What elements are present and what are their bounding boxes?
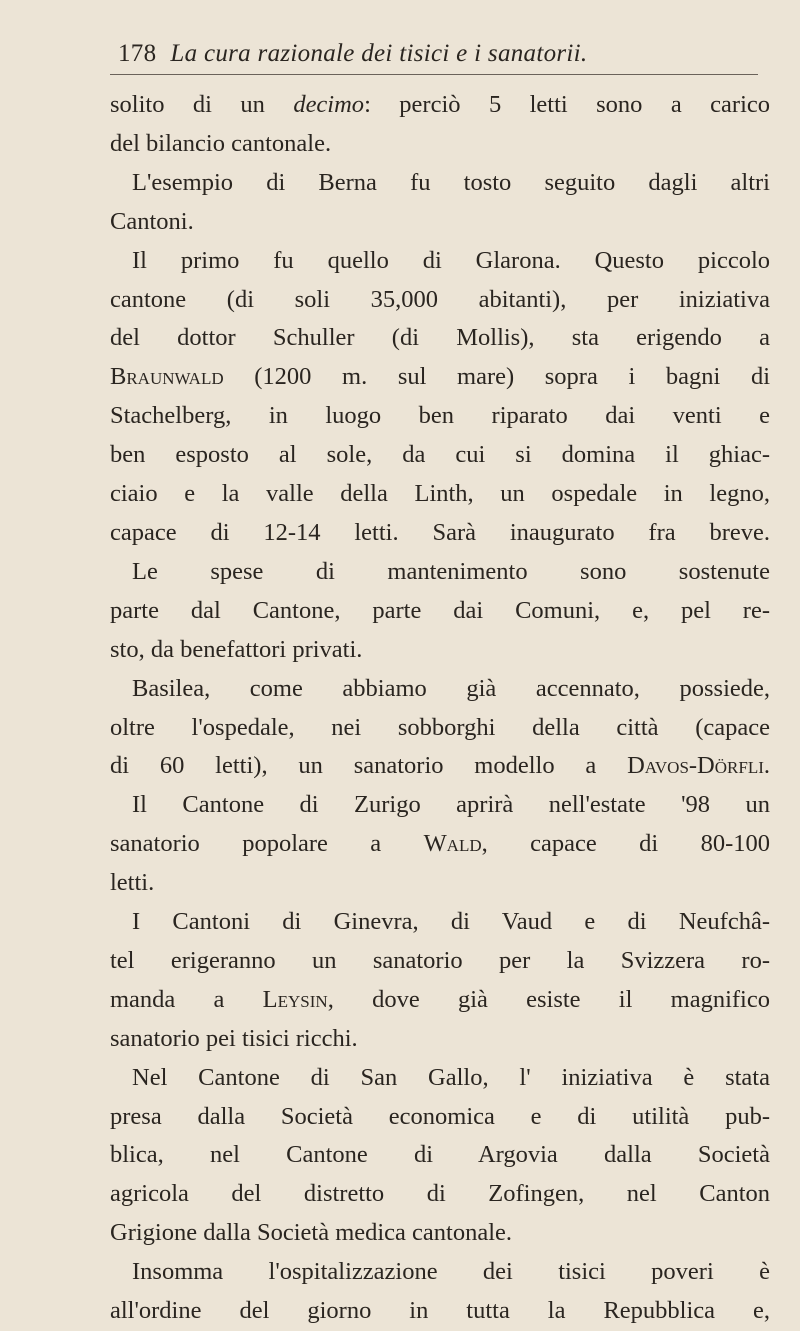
text-line bbox=[110, 903, 770, 942]
text-line bbox=[110, 1292, 770, 1331]
running-title: La cura razionale dei tisici e i sanatorii. bbox=[170, 40, 588, 67]
text-line bbox=[110, 1214, 770, 1253]
text-segment: ben esposto al sole, da cui si domina il ghiac- bbox=[110, 441, 770, 469]
text-segment: sto, da benefattori privati. bbox=[110, 635, 363, 663]
text-line bbox=[110, 592, 770, 631]
text-segment: . bbox=[763, 752, 770, 780]
text-segment: L'esempio di Berna fu tosto seguito dagli altri bbox=[132, 168, 770, 196]
page-body-text bbox=[110, 86, 770, 1331]
text-line bbox=[110, 786, 770, 825]
text-line bbox=[110, 942, 770, 981]
text-segment: oltre l'ospedale, nei sobborghi della città (capace bbox=[110, 713, 770, 741]
text-segment: presa dalla Società economica e di utilità pub- bbox=[110, 1102, 770, 1130]
header-rule bbox=[110, 74, 758, 75]
text-segment: , capace di 80-100 bbox=[481, 830, 770, 858]
text-line bbox=[110, 203, 770, 242]
text-line bbox=[110, 475, 770, 514]
text-line bbox=[110, 319, 770, 358]
text-line bbox=[110, 825, 770, 864]
text-segment: sanatorio popolare a bbox=[110, 830, 424, 858]
text-segment: letti. bbox=[110, 869, 155, 897]
page-number: 178 bbox=[118, 40, 157, 67]
text-segment: del dottor Schuller (di Mollis), sta erigendo a bbox=[110, 324, 770, 352]
text-segment: agricola del distretto di Zofingen, nel Canton bbox=[110, 1180, 770, 1208]
text-line bbox=[110, 86, 770, 125]
text-line bbox=[110, 1253, 770, 1292]
text-segment: Il Cantone di Zurigo aprirà nell'estate '98 un bbox=[132, 791, 770, 819]
text-segment: Nel Cantone di San Gallo, l' iniziativa è stata bbox=[132, 1063, 770, 1091]
text-segment: cantone (di soli 35,000 abitanti), per iniziativa bbox=[110, 285, 770, 313]
small-caps-place-name: Leysin bbox=[262, 985, 328, 1013]
text-segment: ciaio e la valle della Linth, un ospedale in legno, bbox=[110, 480, 770, 508]
text-line bbox=[110, 397, 770, 436]
text-segment: Le spese di mantenimento sono sostenute bbox=[132, 557, 770, 585]
text-segment: Grigione dalla Società medica cantonale. bbox=[110, 1219, 513, 1247]
text-segment: sanatorio pei tisici ricchi. bbox=[110, 1024, 358, 1052]
text-line bbox=[110, 864, 770, 903]
text-segment: (1200 m. sul mare) sopra i bagni di bbox=[223, 363, 770, 391]
text-segment: parte dal Cantone, parte dai Comuni, e, pel re- bbox=[110, 596, 770, 624]
text-line bbox=[110, 631, 770, 670]
text-line bbox=[110, 436, 770, 475]
text-line bbox=[110, 514, 770, 553]
text-segment: Basilea, come abbiamo già accennato, possiede, bbox=[132, 674, 770, 702]
text-line bbox=[110, 747, 770, 786]
text-segment: solito di un bbox=[110, 91, 294, 118]
text-line bbox=[110, 1059, 770, 1098]
text-line bbox=[110, 1136, 770, 1175]
text-line bbox=[110, 164, 770, 203]
text-segment: I Cantoni di Ginevra, di Vaud e di Neufchâ- bbox=[132, 908, 770, 936]
small-caps-place-name: Davos-Dörfli bbox=[627, 752, 764, 780]
text-line bbox=[110, 281, 770, 320]
text-segment: , dove già esiste il magnifico bbox=[327, 985, 770, 1013]
small-caps-place-name: Wald bbox=[423, 830, 482, 858]
italic-text: decimo bbox=[293, 91, 365, 118]
text-segment: : perciò 5 letti sono a carico bbox=[364, 91, 771, 118]
text-line bbox=[110, 709, 770, 748]
text-segment: Il primo fu quello di Glarona. Questo piccolo bbox=[132, 246, 770, 274]
text-line bbox=[110, 670, 770, 709]
text-line bbox=[110, 242, 770, 281]
text-segment: di 60 letti), un sanatorio modello a bbox=[110, 752, 628, 780]
text-line bbox=[110, 358, 770, 397]
text-line bbox=[110, 1175, 770, 1214]
text-segment: del bilancio cantonale. bbox=[110, 129, 332, 157]
text-line bbox=[110, 981, 770, 1020]
running-header bbox=[118, 40, 587, 68]
text-segment: blica, nel Cantone di Argovia dalla Società bbox=[110, 1141, 770, 1169]
small-caps-place-name: Braunwald bbox=[110, 363, 224, 391]
text-line bbox=[110, 553, 770, 592]
text-segment: Stachelberg, in luogo ben riparato dai venti e bbox=[110, 402, 770, 430]
text-segment: Cantoni. bbox=[110, 207, 194, 235]
text-segment: tel erigeranno un sanatorio per la Svizzera ro- bbox=[110, 946, 770, 974]
text-segment: capace di 12-14 letti. Sarà inaugurato fra breve. bbox=[110, 518, 770, 546]
text-segment: Insomma l'ospitalizzazione dei tisici poveri è bbox=[132, 1258, 770, 1286]
text-segment: manda a bbox=[110, 985, 263, 1013]
text-line bbox=[110, 1020, 770, 1059]
text-line bbox=[110, 1098, 770, 1137]
text-segment: all'ordine del giorno in tutta la Repubblica e, bbox=[110, 1297, 770, 1325]
text-line bbox=[110, 125, 770, 164]
